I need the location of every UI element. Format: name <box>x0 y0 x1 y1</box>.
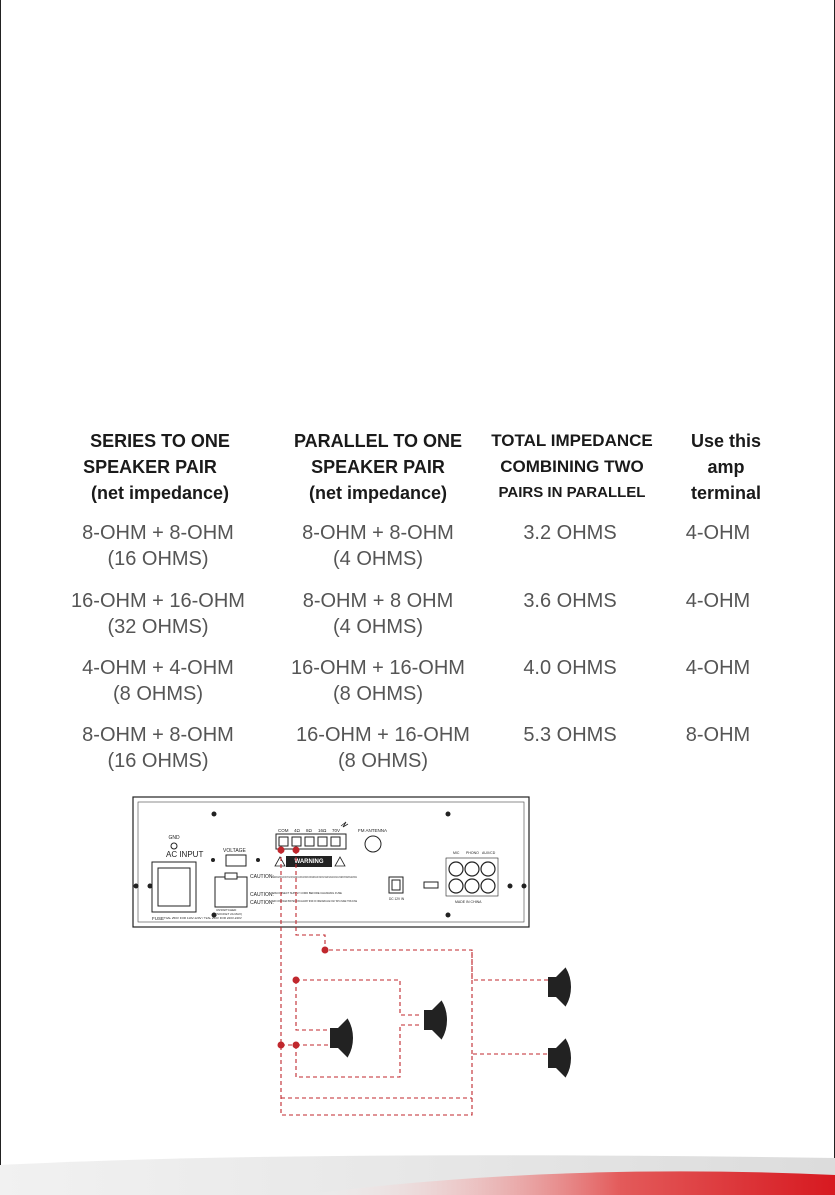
header-series-line2: SPEAKER PAIR <box>83 457 217 477</box>
header-terminal-line3: terminal <box>690 483 762 503</box>
made-in-label: MADE IN CHINA <box>455 900 482 904</box>
unswitched-label: UNSWITCHED <box>216 908 237 912</box>
header-parallel-line1: PARALLEL TO ONE <box>293 431 462 451</box>
header-total-line3: PAIRS IN PARALLEL <box>498 484 646 501</box>
header-parallel-line3: (net impedance) <box>308 483 448 503</box>
header-terminal-line2: amp <box>707 457 745 477</box>
row4-series-value: 8-OHM + 8-OHM <box>82 724 234 746</box>
row3-parallel-net: (8 OHMS) <box>333 683 423 705</box>
screw-icon <box>256 858 260 862</box>
row1-parallel-net: (4 OHMS) <box>333 548 423 570</box>
caution-1: CAUTION: <box>250 874 274 880</box>
wire-junction-dot <box>293 977 300 984</box>
row2-parallel <box>278 588 478 640</box>
unswitched-sub: (SOCKET 2A MAX) <box>216 912 242 916</box>
header-series-line1: SERIES TO ONE <box>90 431 230 451</box>
screw-icon <box>446 812 451 817</box>
aux-label-phono: PHONO <box>466 851 479 855</box>
row4-total <box>500 722 640 748</box>
row1-parallel-value: 8-OHM + 8-OHM <box>302 522 454 544</box>
header-parallel <box>288 428 468 506</box>
caution-2-text: DISCONNECT SUPPLY CORD BEFORE CHANGING FUSE <box>272 892 342 895</box>
wiring-diagram <box>0 790 835 1135</box>
row2-total <box>500 588 640 614</box>
row2-parallel-value: 8-OHM + 8 OHM <box>302 590 454 612</box>
voltage-label: VOLTAGE <box>223 848 246 854</box>
row1-terminal <box>668 520 768 546</box>
row2-series <box>58 588 258 640</box>
screw-icon <box>508 884 513 889</box>
header-terminal <box>676 428 776 506</box>
row3-terminal-value: 4-OHM <box>685 657 751 679</box>
row4-parallel <box>283 722 483 774</box>
row3-parallel-value: 16-OHM + 16-OHM <box>291 657 465 679</box>
header-total-line1: TOTAL IMPEDANCE <box>491 431 653 450</box>
fm-antenna-label: FM ANTENNA <box>358 828 388 833</box>
caution-1-text <box>272 875 357 879</box>
dc-in-label: DC 12V IN <box>389 897 405 901</box>
fuse-note: T4AL 250V FOR 110V-120V / T2AL 250V FOR 220V-240V <box>164 916 242 920</box>
row4-parallel-net: (8 OHMS) <box>338 750 428 772</box>
screw-icon <box>134 884 139 889</box>
row3-series-net: (8 OHMS) <box>113 683 203 705</box>
aux-label-auxcd: AUX/CD <box>482 851 496 855</box>
row1-series <box>58 520 258 572</box>
caution-3: CAUTION: <box>250 900 274 906</box>
terminal-8-label: 8Ω <box>306 828 312 833</box>
aux-label-mic: MIC <box>453 851 460 855</box>
header-total <box>482 428 662 506</box>
speaker-icon <box>548 967 572 1007</box>
terminal-com-label: COM <box>278 828 289 833</box>
row2-parallel-net: (4 OHMS) <box>333 616 423 638</box>
header-terminal-line1: Use this <box>690 431 762 451</box>
row3-terminal <box>668 655 768 681</box>
row4-parallel-value: 16-OHM + 16-OHM <box>296 724 470 746</box>
caution-2: CAUTION: <box>250 892 274 898</box>
header-parallel-line2: SPEAKER PAIR <box>311 457 445 477</box>
wire-junction-dot <box>278 1042 285 1049</box>
row4-series <box>58 722 258 774</box>
footer-band <box>0 1140 835 1195</box>
row4-terminal <box>668 722 768 748</box>
row4-series-net: (16 OHMS) <box>107 750 209 772</box>
row4-total-value: 5.3 OHMS <box>523 724 617 746</box>
row4-terminal-value: 8-OHM <box>685 724 751 746</box>
speaker-icon <box>424 1000 448 1040</box>
row3-series <box>58 655 258 707</box>
screw-icon <box>522 884 527 889</box>
wire-junction-dot <box>322 947 329 954</box>
row2-terminal-value: 4-OHM <box>685 590 751 612</box>
row1-total <box>500 520 640 546</box>
fuse-label: FUSE <box>152 916 165 921</box>
row1-series-net: (16 OHMS) <box>107 548 209 570</box>
row3-total-value: 4.0 OHMS <box>523 657 617 679</box>
row1-parallel <box>278 520 478 572</box>
terminal-70v-label: 70V <box>332 828 341 833</box>
row1-terminal-value: 4-OHM <box>685 522 751 544</box>
row3-total <box>500 655 640 681</box>
caution-3-text: FOR CONTINUED PROTECTION AGAINST RISK OF FIRE REPLACE ONLY WITH SAME TYPE FUSE <box>272 900 392 903</box>
screw-icon <box>211 858 215 862</box>
row2-series-value: 16-OHM + 16-OHM <box>71 590 245 612</box>
screw-icon <box>212 812 217 817</box>
warning-label: WARNING <box>294 859 324 865</box>
speaker-icon <box>330 1018 354 1058</box>
ac-input-label: AC INPUT <box>166 850 204 859</box>
header-series-line3: (net impedance) <box>90 483 230 503</box>
row3-series-value: 4-OHM + 4-OHM <box>82 657 234 679</box>
row1-series-value: 8-OHM + 8-OHM <box>82 522 234 544</box>
screw-icon <box>446 913 451 918</box>
row2-total-value: 3.6 OHMS <box>523 590 617 612</box>
terminal-16-label: 16Ω <box>318 828 327 833</box>
header-total-line2: COMBINING TWO <box>500 457 644 476</box>
gnd-label: GND <box>168 835 180 841</box>
wire-junction-dot <box>293 1042 300 1049</box>
row1-total-value: 3.2 OHMS <box>523 522 617 544</box>
header-series <box>70 428 250 506</box>
row3-parallel <box>278 655 478 707</box>
speaker-icon <box>548 1038 572 1078</box>
row2-series-net: (32 OHMS) <box>107 616 209 638</box>
row2-terminal <box>668 588 768 614</box>
terminal-4-label: 4Ω <box>294 828 300 833</box>
